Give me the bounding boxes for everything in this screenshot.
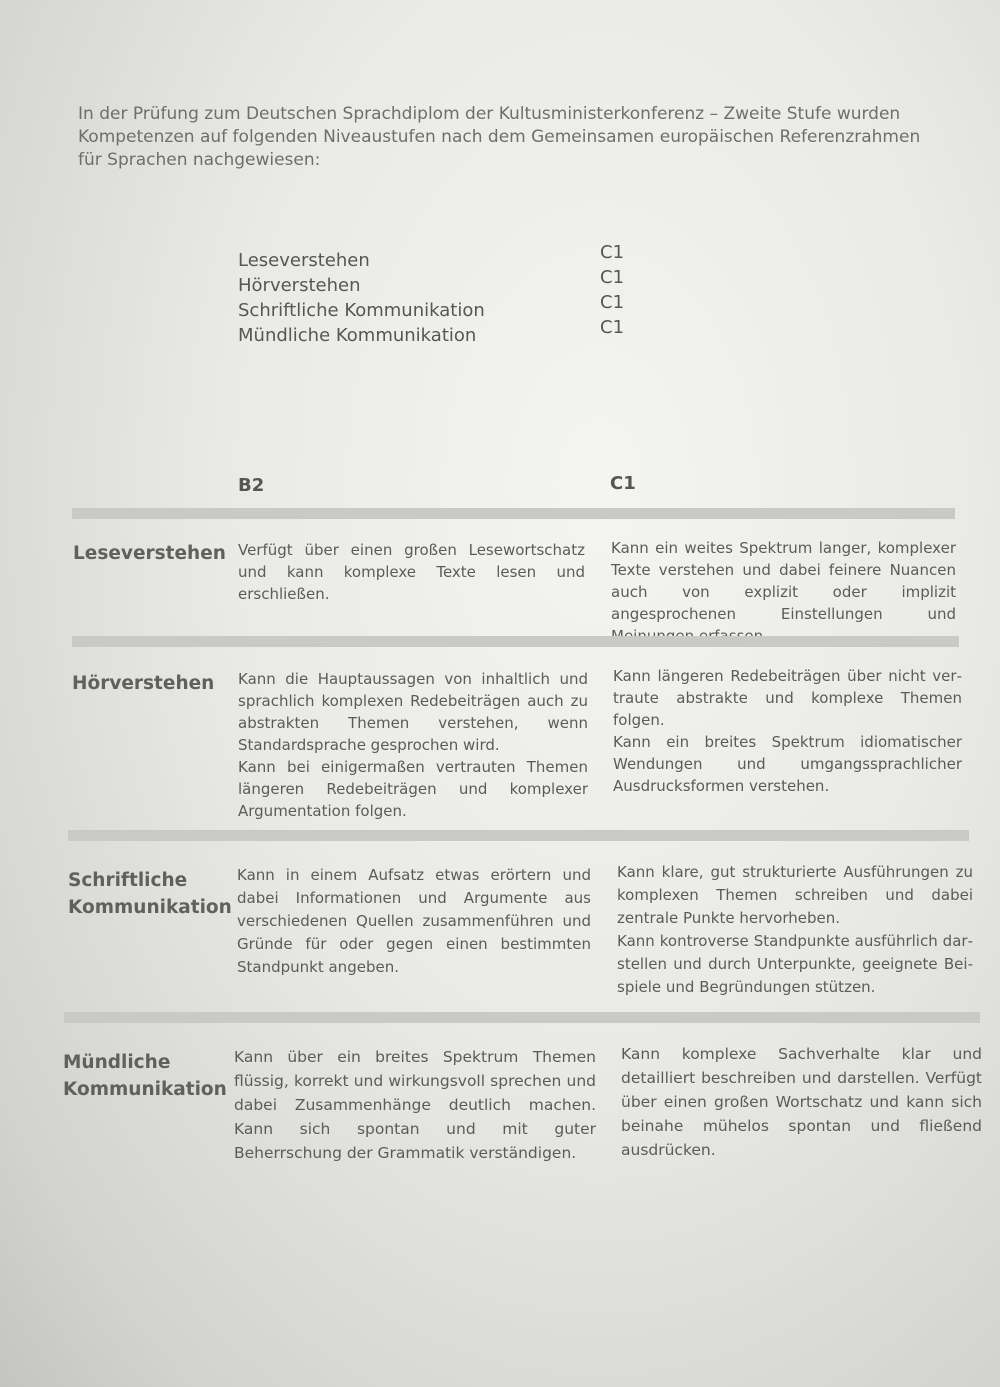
row-divider [72,636,959,647]
b2-description [238,539,585,605]
c1-description [621,1042,982,1162]
description-paragraph: Kann kontroverse Standpunkte ausführlich darstellen und durch Unterpunkte, geeignete Beispiele und Begründungen stützen. [617,932,973,996]
c1-description [617,861,973,999]
row-divider [68,830,969,841]
row-divider [72,508,955,519]
summary-level: C1 [600,267,625,288]
row-label: Hörverstehen [72,673,215,694]
c1-description [613,665,962,797]
description-paragraph: Kann die Hauptaussagen von inhaltlich und sprachlich komplexen Redebeiträgen auch zu abstrakten Themen verstehen, wenn Standardsprache gesprochen wird. [238,670,588,754]
summary-skill: Hörverstehen [238,275,361,296]
summary-skill: Mündliche Kommunikation [238,325,477,346]
description-paragraph: Kann komplexe Sachverhalte klar und detailliert beschreiben und darstellen. Verfügt über einen großen Wortschatz und kann sich beinahe mühelos spontan und fließend ausdrücken. [621,1045,982,1159]
column-header-b2: B2 [238,475,265,496]
row-label: Mündliche Kommunikation [63,1052,227,1100]
description-paragraph: Kann längeren Redebeiträgen über nicht vertraute abstrakte und komplexe Themen folgen. [613,667,962,729]
description-paragraph: Kann über ein breites Spektrum Themen flüssig, korrekt und wirkungsvoll sprechen und dabei Zusammenhänge deutlich machen. Kann sich spontan und mit guter Beherrschung der Grammatik verständigen. [234,1048,596,1162]
b2-description [238,668,588,822]
row-divider [64,1012,980,1023]
description-paragraph: Kann klare, gut strukturierte Ausführungen zu komplexen Themen schreiben und dabei zentrale Punkte hervorheben. [617,863,973,927]
summary-level: C1 [600,242,625,263]
summary-level: C1 [600,292,625,313]
intro-text: In der Prüfung zum Deutschen Sprachdiplom der Kultusministerkonferenz – Zweite Stufe wurden Kompetenzen auf folgenden Niveaustufen nach dem Gemeinsamen europäischen Referenzrahmen für Sprachen nachgewiesen: [78,104,921,170]
description-paragraph: Kann ein weites Spektrum langer, komplexer Texte verstehen und dabei feinere Nuancen auch von explizit oder implizit angesprochenen Einstellungen und [611,539,956,623]
row-label: Leseverstehen [73,543,226,564]
row-label: Schriftliche Kommunikation [68,870,232,918]
summary-level: C1 [600,317,625,338]
b2-description [237,864,591,979]
description-paragraph: Kann bei einigermaßen vertrauten Themen längeren Redebeiträgen und komplexer Argumentation folgen. [238,758,588,820]
b2-description [234,1045,596,1165]
c1-description [611,537,956,647]
description-paragraph: Kann ein breites Spektrum idiomatischer Wendungen und umgangssprachlicher Ausdrucksformen verstehen. [613,733,962,795]
description-paragraph: Verfügt über einen großen Lesewortschatz und kann komplexe Texte lesen und erschließen. [238,541,585,603]
description-paragraph: Kann in einem Aufsatz etwas erörtern und dabei Informationen und Argumente aus verschiedenen Quellen zusammenführen und Gründe für oder gegen einen bestimmten Standpunkt angeben. [237,866,591,976]
summary-skill: Schriftliche Kommunikation [238,300,485,321]
summary-skill: Leseverstehen [238,250,370,271]
column-header-c1: C1 [610,473,636,494]
